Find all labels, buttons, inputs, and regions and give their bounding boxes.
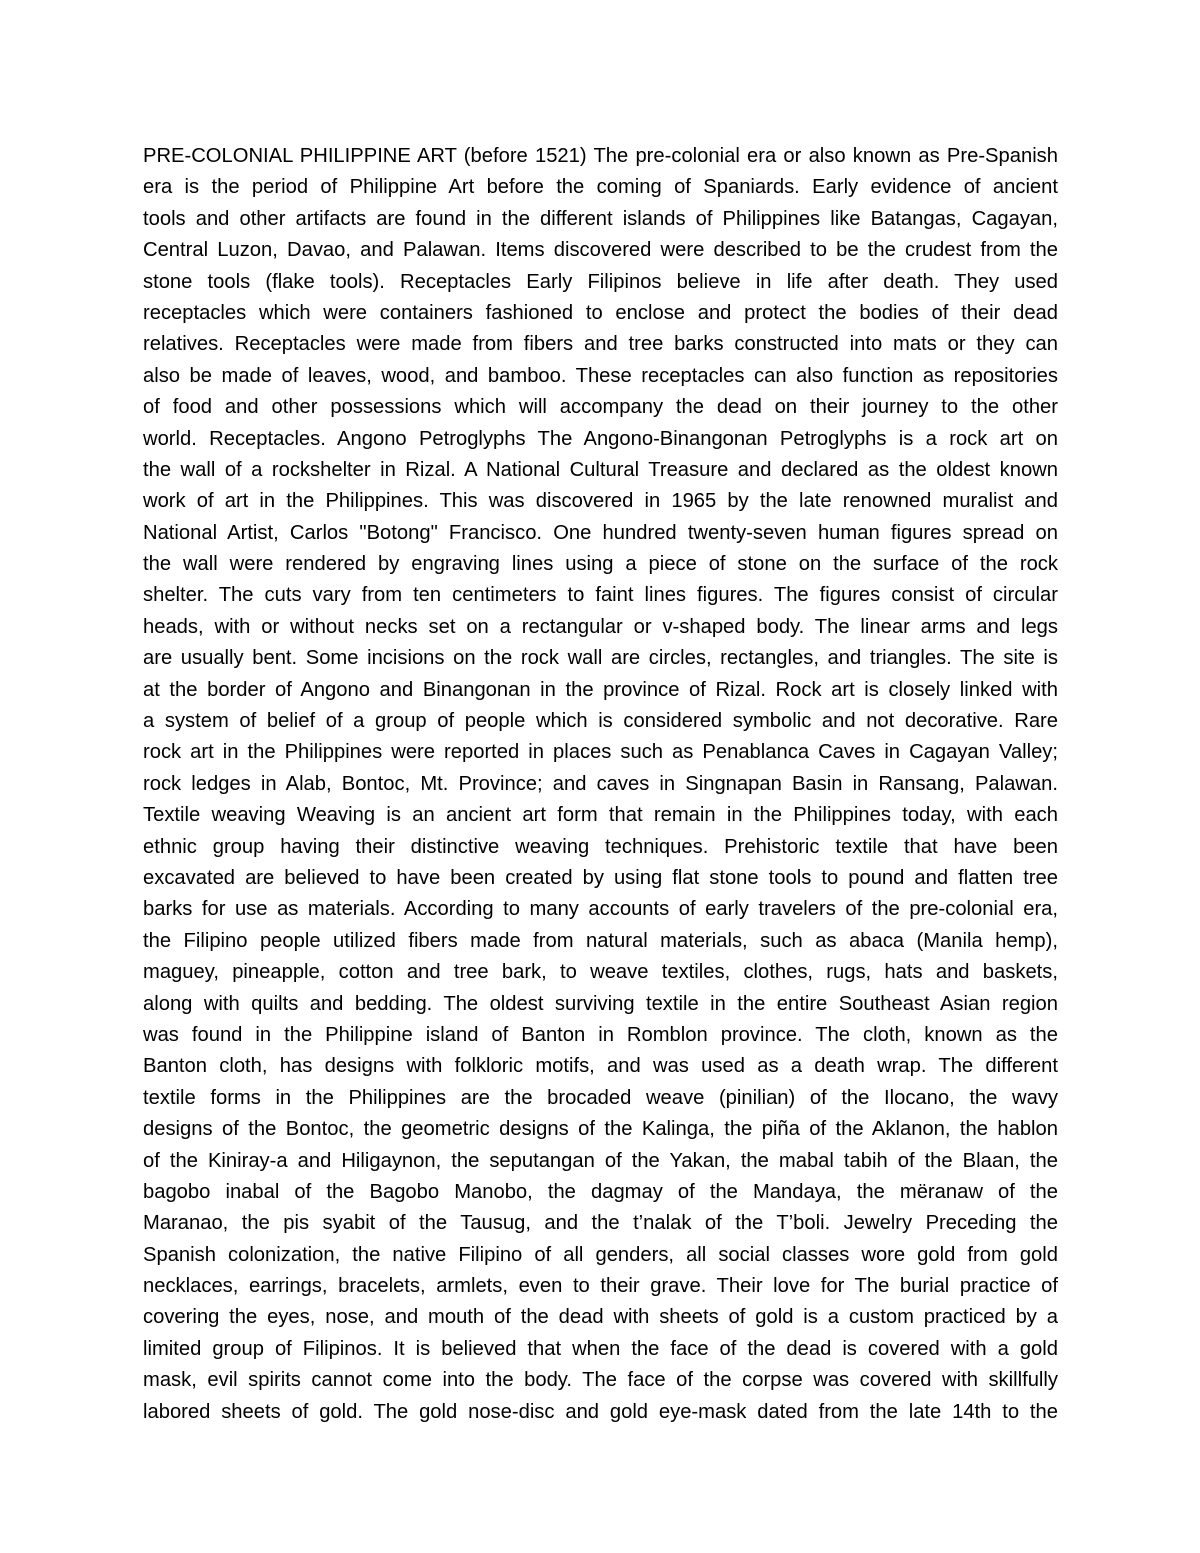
body-text bbox=[143, 141, 1058, 1428]
text-line: excavated are believed to have been created by using flat stone tools to pound and flatten tree bbox=[143, 866, 1058, 889]
text-line: heads, with or without necks set on a rectangular or v-shaped body. The linear arms and legs bbox=[143, 615, 1058, 638]
text-line: Spanish colonization, the native Filipino of all genders, all social classes wore gold from gold bbox=[143, 1243, 1058, 1266]
text-line: of the Kiniray-a and Hiligaynon, the seputangan of the Yakan, the mabal tabih of the Blaan, the bbox=[143, 1149, 1058, 1172]
text-line: National Artist, Carlos "Botong" Francisco. One hundred twenty-seven human figures spread on bbox=[143, 521, 1058, 544]
text-line: also be made of leaves, wood, and bamboo. These receptacles can also function as repositories bbox=[143, 364, 1058, 387]
text-line: the wall were rendered by engraving lines using a piece of stone on the surface of the rock bbox=[143, 553, 1058, 576]
text-line: era is the period of Philippine Art before the coming of Spaniards. Early evidence of ancient bbox=[143, 176, 1058, 199]
text-line: maguey, pineapple, cotton and tree bark, to weave textiles, clothes, rugs, hats and baskets, bbox=[143, 961, 1058, 984]
text-line: the Filipino people utilized fibers made from natural materials, such as abaca (Manila hemp), bbox=[143, 929, 1058, 952]
text-line: shelter. The cuts vary from ten centimeters to faint lines figures. The figures consist of circular bbox=[143, 584, 1058, 607]
text-line: Banton cloth, has designs with folkloric motifs, and was used as a death wrap. The different bbox=[143, 1055, 1058, 1078]
text-line: bagobo inabal of the Bagobo Manobo, the dagmay of the Mandaya, the mëranaw of the bbox=[143, 1180, 1058, 1203]
text-line: work of art in the Philippines. This was discovered in 1965 by the late renowned muralist and bbox=[143, 490, 1058, 513]
text-line: rock art in the Philippines were reported in places such as Penablanca Caves in Cagayan Valley; bbox=[143, 741, 1058, 764]
text-line: ethnic group having their distinctive weaving techniques. Prehistoric textile that have been bbox=[143, 835, 1058, 858]
text-line: PRE-COLONIAL PHILIPPINE ART (before 1521) The pre-colonial era or also known as Pre-Spanish bbox=[143, 145, 1058, 167]
text-line: mask, evil spirits cannot come into the body. The face of the corpse was covered with skillfully bbox=[143, 1369, 1058, 1392]
text-line: world. Receptacles. Angono Petroglyphs The Angono-Binangonan Petroglyphs is a rock art on bbox=[143, 427, 1058, 450]
text-line: of food and other possessions which will accompany the dead on their journey to the other bbox=[143, 396, 1058, 419]
text-line: labored sheets of gold. The gold nose-disc and gold eye-mask dated from the late 14th to the bbox=[143, 1400, 1058, 1423]
text-line: covering the eyes, nose, and mouth of the dead with sheets of gold is a custom practiced by a bbox=[143, 1306, 1058, 1329]
text-line: are usually bent. Some incisions on the rock wall are circles, rectangles, and triangles. The site is bbox=[143, 647, 1058, 670]
text-line: along with quilts and bedding. The oldest surviving textile in the entire Southeast Asian region bbox=[143, 992, 1058, 1015]
text-line: Central Luzon, Davao, and Palawan. Items discovered were described to be the crudest from the bbox=[143, 239, 1058, 262]
text-line: textile forms in the Philippines are the brocaded weave (pinilian) of the Ilocano, the wavy bbox=[143, 1086, 1058, 1109]
text-line: stone tools (flake tools). Receptacles Early Filipinos believe in life after death. They used bbox=[143, 270, 1058, 293]
text-line: at the border of Angono and Binangonan in the province of Rizal. Rock art is closely linked with bbox=[143, 678, 1058, 701]
text-line: tools and other artifacts are found in the different islands of Philippines like Batangas, Cagayan, bbox=[143, 207, 1058, 230]
text-line: designs of the Bontoc, the geometric designs of the Kalinga, the piña of the Aklanon, the hablon bbox=[143, 1118, 1058, 1141]
text-line: necklaces, earrings, bracelets, armlets, even to their grave. Their love for The burial practice of bbox=[143, 1275, 1058, 1298]
text-line: the wall of a rockshelter in Rizal. A National Cultural Treasure and declared as the oldest known bbox=[143, 458, 1058, 481]
text-line: was found in the Philippine island of Banton in Romblon province. The cloth, known as the bbox=[143, 1023, 1058, 1046]
text-line: Textile weaving Weaving is an ancient art form that remain in the Philippines today, with each bbox=[143, 804, 1058, 827]
text-line: barks for use as materials. According to many accounts of early travelers of the pre-colonial era, bbox=[143, 898, 1058, 921]
text-line: limited group of Filipinos. It is believed that when the face of the dead is covered with a gold bbox=[143, 1337, 1058, 1360]
text-line: Maranao, the pis syabit of the Tausug, and the t’nalak of the T’boli. Jewelry Preceding the bbox=[143, 1212, 1058, 1235]
text-line: receptacles which were containers fashioned to enclose and protect the bodies of their dead bbox=[143, 301, 1058, 324]
text-line: a system of belief of a group of people which is considered symbolic and not decorative. Rare bbox=[143, 710, 1058, 733]
text-line: relatives. Receptacles were made from fibers and tree barks constructed into mats or they can bbox=[143, 333, 1058, 356]
text-line: rock ledges in Alab, Bontoc, Mt. Province; and caves in Singnapan Basin in Ransang, Palawan. bbox=[143, 772, 1058, 795]
